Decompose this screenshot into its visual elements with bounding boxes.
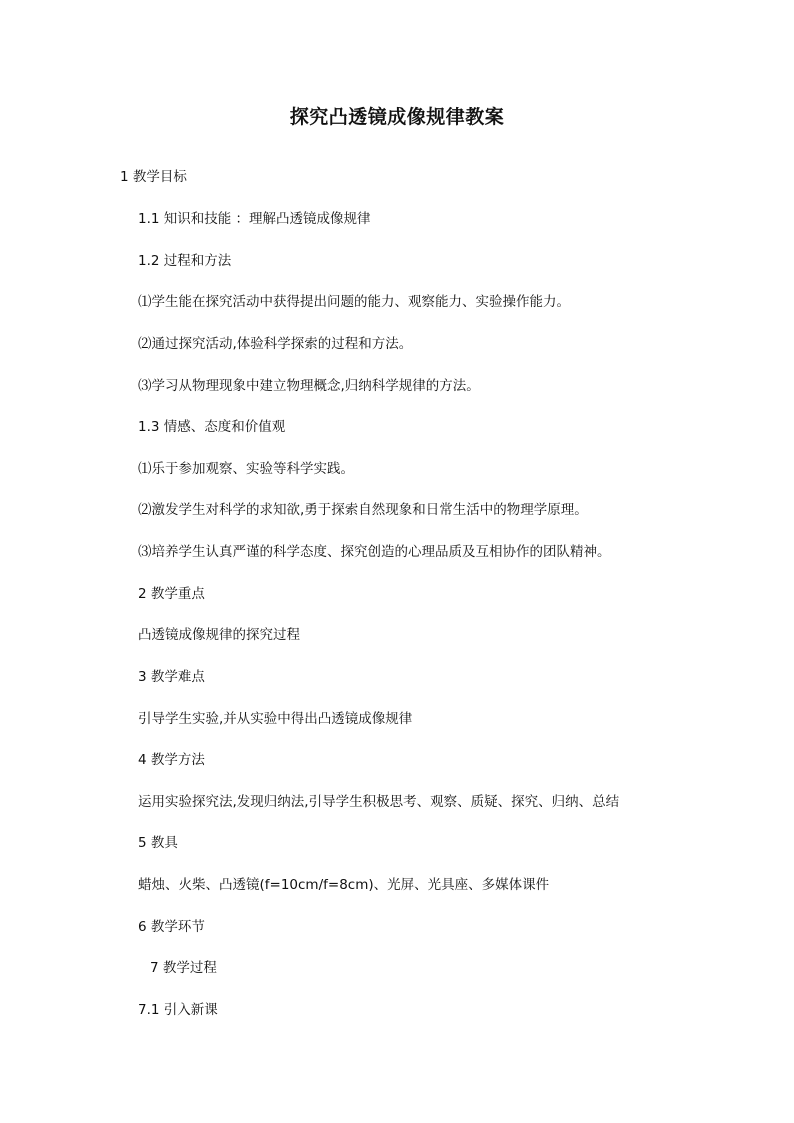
- paragraph-teaching-methods: 运用实验探究法,发现归纳法,引导学生积极思考、观察、质疑、探究、归纳、总结: [138, 794, 620, 810]
- paragraph-process-3: ⑶学习从物理现象中建立物理概念,归纳科学规律的方法。: [138, 378, 480, 394]
- paragraph-teaching-aids: 蜡烛、火柴、凸透镜(f=10cm/f=8cm)、光屏、光具座、多媒体课件: [138, 877, 550, 893]
- paragraph-emotion-1: ⑴乐于参加观察、实验等科学实践。: [138, 461, 354, 477]
- paragraph-difficulties: 引导学生实验,并从实验中得出凸透镜成像规律: [138, 711, 413, 727]
- heading-teaching-goals: 1 教学目标: [120, 169, 187, 185]
- heading-difficulties: 3 教学难点: [138, 669, 205, 685]
- paragraph-key-points: 凸透镜成像规律的探究过程: [138, 627, 300, 643]
- heading-key-points: 2 教学重点: [138, 586, 205, 602]
- document-title: 探究凸透镜成像规律教案: [289, 106, 505, 128]
- paragraph-emotion-2: ⑵激发学生对科学的求知欲,勇于探索自然现象和日常生活中的物理学原理。: [138, 502, 588, 518]
- paragraph-process-1: ⑴学生能在探究活动中获得提出问题的能力、观察能力、实验操作能力。: [138, 294, 570, 310]
- subheading-emotion-attitude: 1.3 情感、态度和价值观: [138, 419, 286, 435]
- heading-teaching-methods: 4 教学方法: [138, 752, 205, 768]
- heading-teaching-aids: 5 教具: [138, 835, 178, 851]
- heading-teaching-steps: 6 教学环节: [138, 919, 205, 935]
- paragraph-process-2: ⑵通过探究活动,体验科学探索的过程和方法。: [138, 336, 413, 352]
- heading-teaching-process: 7 教学过程: [150, 960, 217, 976]
- subheading-knowledge-skills: 1.1 知识和技能 ：理解凸透镜成像规律: [138, 211, 371, 227]
- subheading-process-methods: 1.2 过程和方法: [138, 253, 232, 269]
- subheading-introduce-lesson: 7.1 引入新课: [138, 1002, 218, 1018]
- paragraph-emotion-3: ⑶培养学生认真严谨的科学态度、探究创造的心理品质及互相协作的团队精神。: [138, 544, 611, 560]
